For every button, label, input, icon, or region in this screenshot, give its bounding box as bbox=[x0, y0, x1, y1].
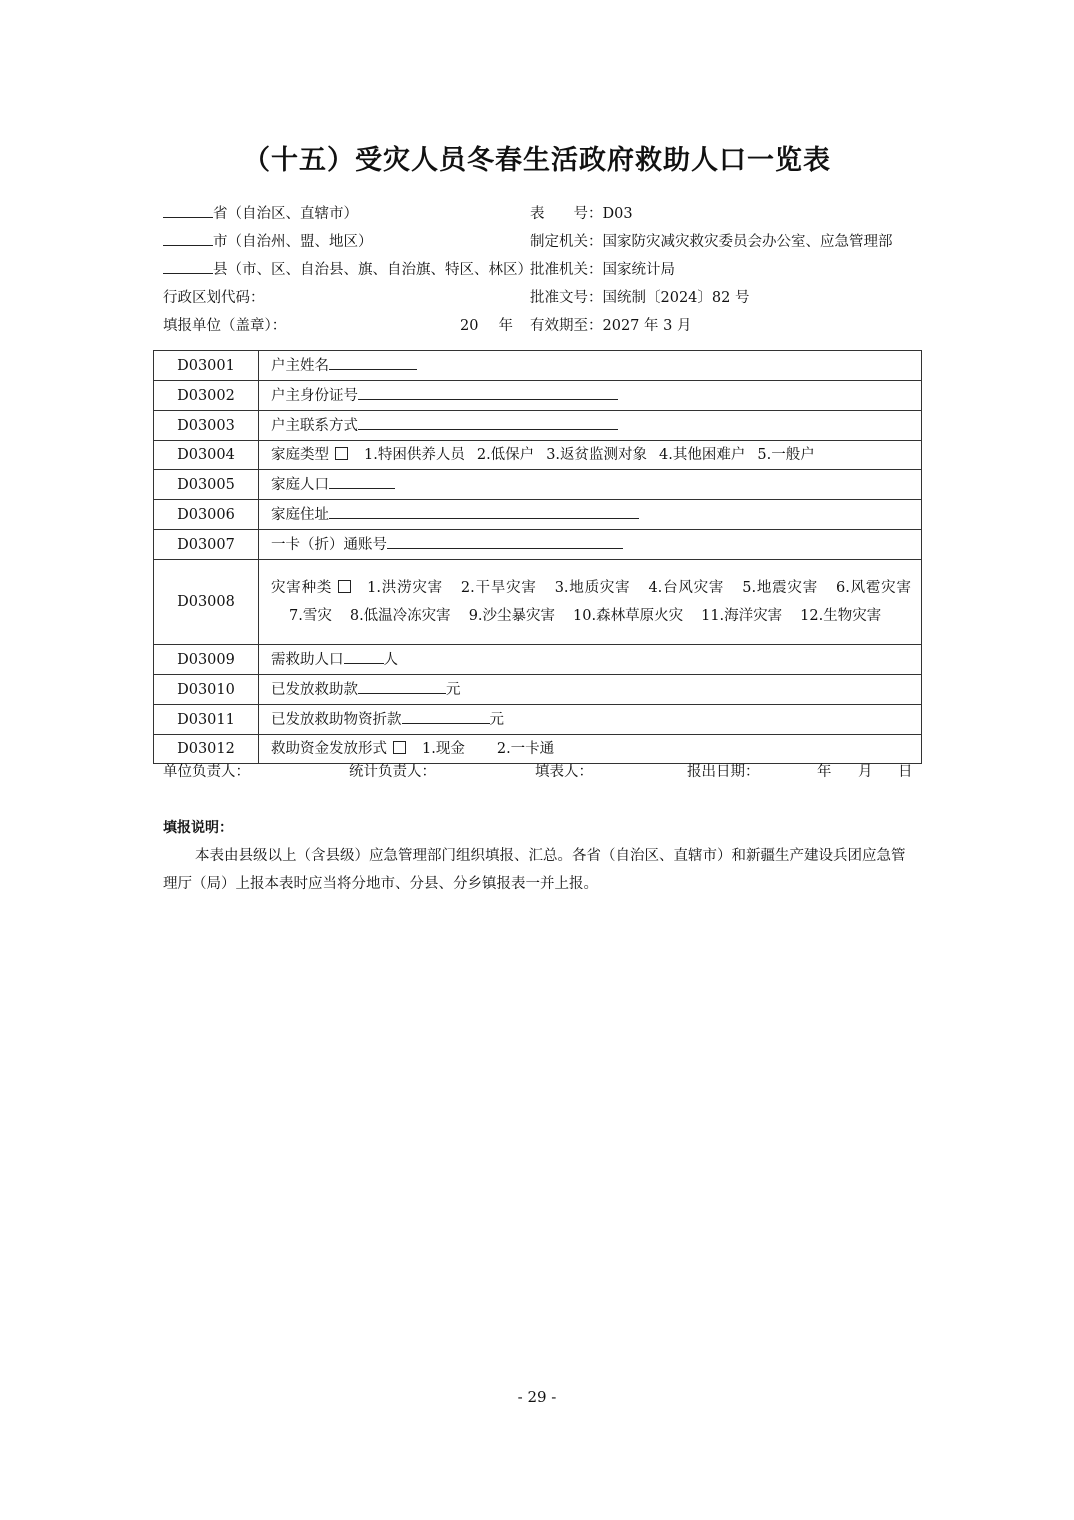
householder-name-input[interactable] bbox=[329, 351, 417, 370]
table-number-label: 表 号： bbox=[530, 206, 603, 222]
filler-label: 填表人： bbox=[535, 764, 593, 780]
report-date-label: 报出日期： bbox=[687, 764, 760, 780]
field-label: 家庭人口 bbox=[271, 477, 329, 493]
option-label: 7.雪灾 bbox=[289, 608, 332, 624]
row-code: D03004 bbox=[154, 441, 259, 470]
table-row bbox=[154, 470, 922, 500]
stats-head-label: 统计负责人： bbox=[349, 764, 436, 780]
field-label: 户主联系方式 bbox=[271, 418, 358, 434]
relief-form-table bbox=[153, 350, 922, 764]
notes-body: 本表由县级以上（含县级）应急管理部门组织填报、汇总。各省（自治区、直辖市）和新疆生产建设兵团应急管理厅（局）上报本表时应当将分地市、分县、分乡镇报表一并上报。 bbox=[163, 848, 906, 892]
row-field bbox=[259, 675, 922, 705]
approval-doc-value: 国统制〔2024〕82 号 bbox=[602, 290, 750, 306]
field-label: 户主身份证号 bbox=[271, 388, 358, 404]
page-title: （十五）受灾人员冬春生活政府救助人口一览表 bbox=[243, 145, 831, 176]
unit-label: 元 bbox=[446, 682, 461, 698]
field-label: 救助资金发放形式 bbox=[271, 741, 387, 757]
meta-row-filing-unit bbox=[163, 312, 923, 340]
aid-population-input[interactable] bbox=[344, 645, 384, 664]
option-label: 12.生物灾害 bbox=[800, 608, 882, 624]
date-month: 月 bbox=[858, 764, 873, 780]
option-label: 11.海洋灾害 bbox=[701, 608, 783, 624]
unit-label: 人 bbox=[383, 652, 398, 668]
issuer-label: 制定机关： bbox=[530, 234, 603, 250]
city-label: 市（自治州、盟、地区） bbox=[213, 234, 373, 250]
city-blank[interactable] bbox=[163, 228, 213, 246]
filing-year bbox=[460, 312, 513, 340]
valid-until bbox=[530, 312, 691, 340]
table-number bbox=[530, 200, 633, 228]
option-label: 1.洪涝灾害 bbox=[367, 580, 443, 596]
approver-value: 国家统计局 bbox=[602, 262, 675, 278]
field-label: 已发放救助物资折款 bbox=[271, 712, 402, 728]
row-code: D03008 bbox=[154, 560, 259, 645]
admin-code-label: 行政区划代码： bbox=[163, 290, 265, 306]
field-label: 户主姓名 bbox=[271, 358, 329, 374]
province-blank[interactable] bbox=[163, 200, 213, 218]
province-label: 省（自治区、直辖市） bbox=[213, 206, 358, 222]
option-label: 4.台风灾害 bbox=[648, 580, 725, 596]
county-label: 县（市、区、自治县、旗、自治旗、特区、林区） bbox=[213, 262, 532, 278]
option-label: 6.风雹灾害 bbox=[835, 580, 911, 596]
city-field bbox=[163, 228, 373, 256]
table-row bbox=[154, 705, 922, 735]
option-label: 2.干旱灾害 bbox=[460, 580, 537, 596]
page-number: - 29 - bbox=[517, 1388, 557, 1406]
option-label: 8.低温冷冻灾害 bbox=[349, 608, 451, 624]
option-label: 3.返贫监测对象 bbox=[546, 447, 648, 463]
issuer bbox=[530, 228, 893, 256]
table-row bbox=[154, 530, 922, 560]
checkbox[interactable] bbox=[338, 580, 351, 593]
year-suffix: 年 bbox=[498, 318, 513, 334]
table-row bbox=[154, 351, 922, 381]
field-label: 已发放救助款 bbox=[271, 682, 358, 698]
row-field bbox=[259, 411, 922, 441]
contact-input[interactable] bbox=[358, 411, 618, 430]
household-size-input[interactable] bbox=[329, 470, 395, 489]
table-row bbox=[154, 381, 922, 411]
option-label: 1.特困供养人员 bbox=[364, 447, 465, 463]
field-label: 一卡（折）通账号 bbox=[271, 537, 387, 553]
meta-row-county bbox=[163, 256, 923, 284]
field-label: 家庭类型 bbox=[271, 447, 329, 463]
field-label: 家庭住址 bbox=[271, 507, 329, 523]
row-code: D03009 bbox=[154, 645, 259, 675]
option-label: 1.现金 bbox=[422, 741, 465, 757]
date-year: 年 bbox=[817, 764, 832, 780]
option-label: 10.森林草原火灾 bbox=[573, 608, 684, 624]
row-field bbox=[259, 441, 922, 470]
valid-value: 2027 年 3 月 bbox=[602, 318, 692, 334]
row-field bbox=[259, 470, 922, 500]
field-label: 灾害种类 bbox=[271, 580, 333, 596]
row-code: D03011 bbox=[154, 705, 259, 735]
row-field bbox=[259, 351, 922, 381]
field-label: 需救助人口 bbox=[271, 652, 344, 668]
option-label: 5.地震灾害 bbox=[742, 580, 818, 596]
row-code: D03006 bbox=[154, 500, 259, 530]
notes-title: 填报说明： bbox=[163, 820, 233, 836]
row-code: D03001 bbox=[154, 351, 259, 381]
approver-label: 批准机关： bbox=[530, 262, 603, 278]
row-code: D03002 bbox=[154, 381, 259, 411]
cash-aid-input[interactable] bbox=[358, 675, 446, 694]
option-label: 3.地质灾害 bbox=[554, 580, 631, 596]
option-label: 2.一卡通 bbox=[496, 741, 555, 757]
id-number-input[interactable] bbox=[358, 381, 618, 400]
issuer-value: 国家防灾减灾救灾委员会办公室、应急管理部 bbox=[602, 234, 893, 250]
account-number-input[interactable] bbox=[387, 530, 623, 549]
meta-row-province bbox=[163, 200, 923, 228]
unit-head-label: 单位负责人： bbox=[163, 764, 250, 780]
row-field bbox=[259, 500, 922, 530]
material-aid-input[interactable] bbox=[402, 705, 490, 724]
table-row bbox=[154, 411, 922, 441]
approval-doc bbox=[530, 284, 749, 312]
year-prefix: 20 bbox=[460, 318, 479, 334]
row-code: D03005 bbox=[154, 470, 259, 500]
checkbox[interactable] bbox=[393, 741, 406, 754]
date-day: 日 bbox=[898, 764, 913, 780]
row-code: D03007 bbox=[154, 530, 259, 560]
filing-unit-label: 填报单位（盖章）： bbox=[163, 318, 287, 334]
county-blank[interactable] bbox=[163, 256, 213, 274]
meta-row-city bbox=[163, 228, 923, 256]
option-label: 4.其他困难户 bbox=[659, 447, 746, 463]
signoff-row bbox=[163, 760, 923, 784]
row-field bbox=[259, 560, 922, 645]
province-field bbox=[163, 200, 358, 228]
row-field bbox=[259, 645, 922, 675]
table-number-value: D03 bbox=[602, 206, 633, 222]
row-code: D03003 bbox=[154, 411, 259, 441]
option-label: 9.沙尘暴灾害 bbox=[468, 608, 556, 624]
unit-label: 元 bbox=[489, 712, 504, 728]
row-field bbox=[259, 705, 922, 735]
table-row bbox=[154, 500, 922, 530]
row-field bbox=[259, 381, 922, 411]
form-header-meta bbox=[163, 200, 923, 340]
option-label: 2.低保户 bbox=[476, 447, 535, 463]
approver bbox=[530, 256, 675, 284]
table-row bbox=[154, 560, 922, 645]
approval-doc-label: 批准文号： bbox=[530, 290, 603, 306]
checkbox[interactable] bbox=[335, 447, 348, 460]
valid-label: 有效期至： bbox=[530, 318, 603, 334]
meta-row-admin-code bbox=[163, 284, 923, 312]
county-field bbox=[163, 256, 532, 284]
table-row bbox=[154, 675, 922, 705]
row-code: D03010 bbox=[154, 675, 259, 705]
row-field bbox=[259, 530, 922, 560]
table-row bbox=[154, 441, 922, 470]
option-label: 5.一般户 bbox=[757, 447, 815, 463]
row-code: D03012 bbox=[154, 735, 259, 764]
table-row bbox=[154, 645, 922, 675]
address-input[interactable] bbox=[329, 500, 639, 519]
